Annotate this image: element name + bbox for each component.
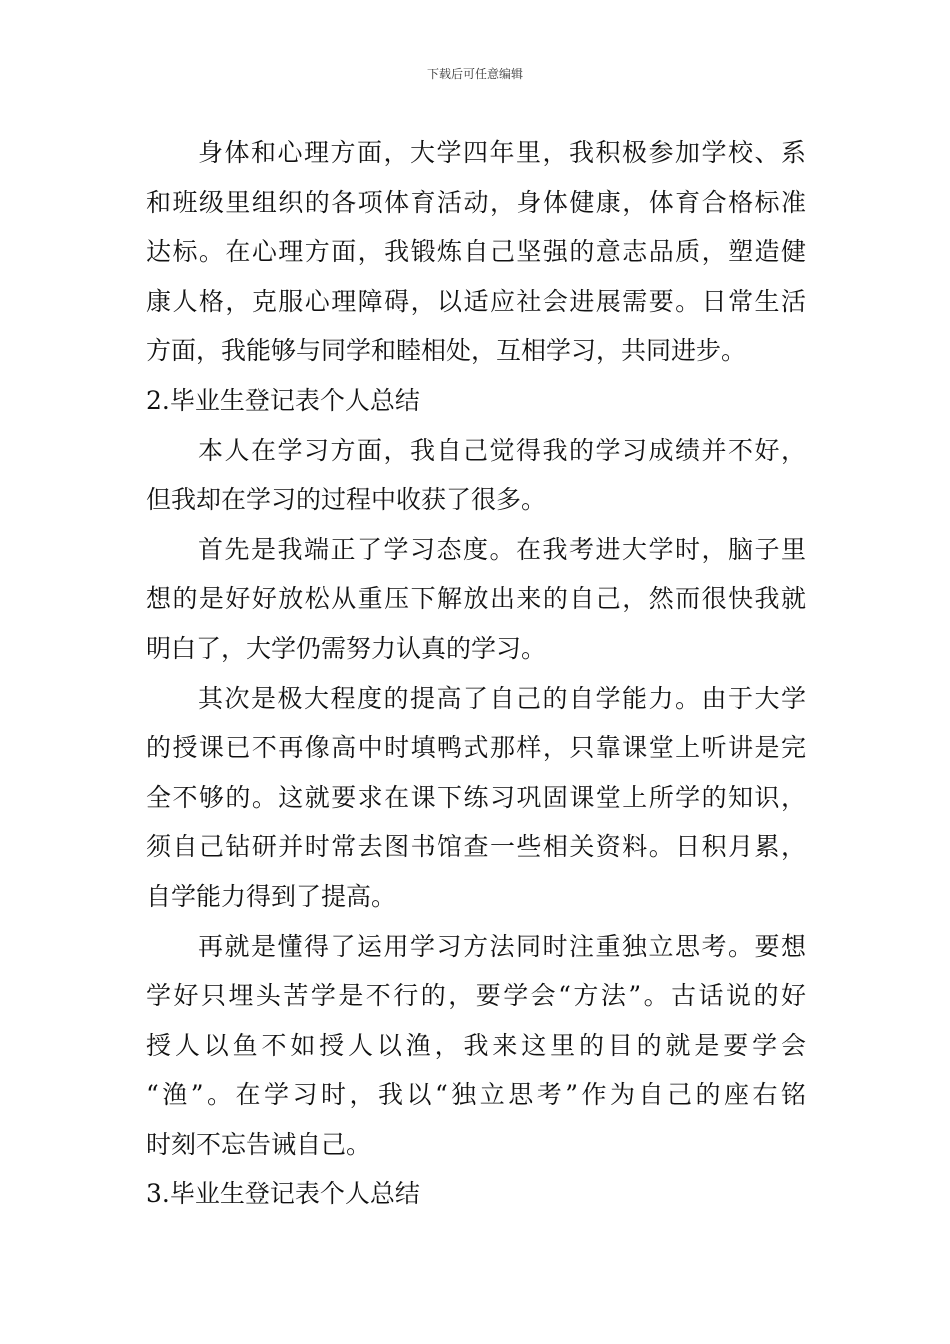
text-line: 明白了，大学仍需努力认真的学习。 xyxy=(146,633,547,663)
text-line: 其次是极大程度的提高了自己的自学能力。由于大学 xyxy=(198,683,806,713)
text-line: 的授课已不再像高中时填鸭式那样，只靠课堂上听讲是完 xyxy=(146,733,806,763)
text-line: 全不够的。这就要求在课下练习巩固课堂上所学的知识， xyxy=(146,782,806,812)
text-line: 授人以鱼不如授人以渔，我来这里的目的就是要学会 xyxy=(146,1030,806,1060)
text-line: 本人在学习方面，我自己觉得我的学习成绩并不好， xyxy=(198,435,806,465)
text-line: 方面，我能够与同学和睦相处，互相学习，共同进步。 xyxy=(146,336,747,366)
text-line: 达标。在心理方面，我锻炼自己坚强的意志品质，塑造健 xyxy=(146,237,806,267)
text-line: 首先是我端正了学习态度。在我考进大学时，脑子里 xyxy=(198,534,806,564)
section-heading: 2.毕业生登记表个人总结 xyxy=(146,385,420,415)
section-heading: 3.毕业生登记表个人总结 xyxy=(146,1179,420,1209)
text-line: 学好只埋头苦学是不行的，要学会“方法”。古话说的好 xyxy=(146,981,806,1011)
text-line: 和班级里组织的各项体育活动，身体健康，体育合格标准 xyxy=(146,187,806,217)
text-line: 须自己钻研并时常去图书馆查一些相关资料。日积月累， xyxy=(146,832,806,862)
text-line: 再就是懂得了运用学习方法同时注重独立思考。要想 xyxy=(198,931,806,961)
text-line: 自学能力得到了提高。 xyxy=(146,881,397,911)
text-line: 身体和心理方面，大学四年里，我积极参加学校、系 xyxy=(198,138,806,167)
text-line: 但我却在学习的过程中收获了很多。 xyxy=(146,485,547,515)
page-header: 下载后可任意编辑 xyxy=(426,67,523,81)
text-line: 康人格，克服心理障碍，以适应社会进展需要。日常生活 xyxy=(146,286,806,316)
text-line: 时刻不忘告诫自己。 xyxy=(146,1129,372,1159)
document-body xyxy=(146,128,806,1219)
text-line: “渔”。在学习时，我以“独立思考”作为自己的座右铭 xyxy=(146,1080,806,1110)
text-line: 想的是好好放松从重压下解放出来的自己，然而很快我就 xyxy=(146,584,806,614)
